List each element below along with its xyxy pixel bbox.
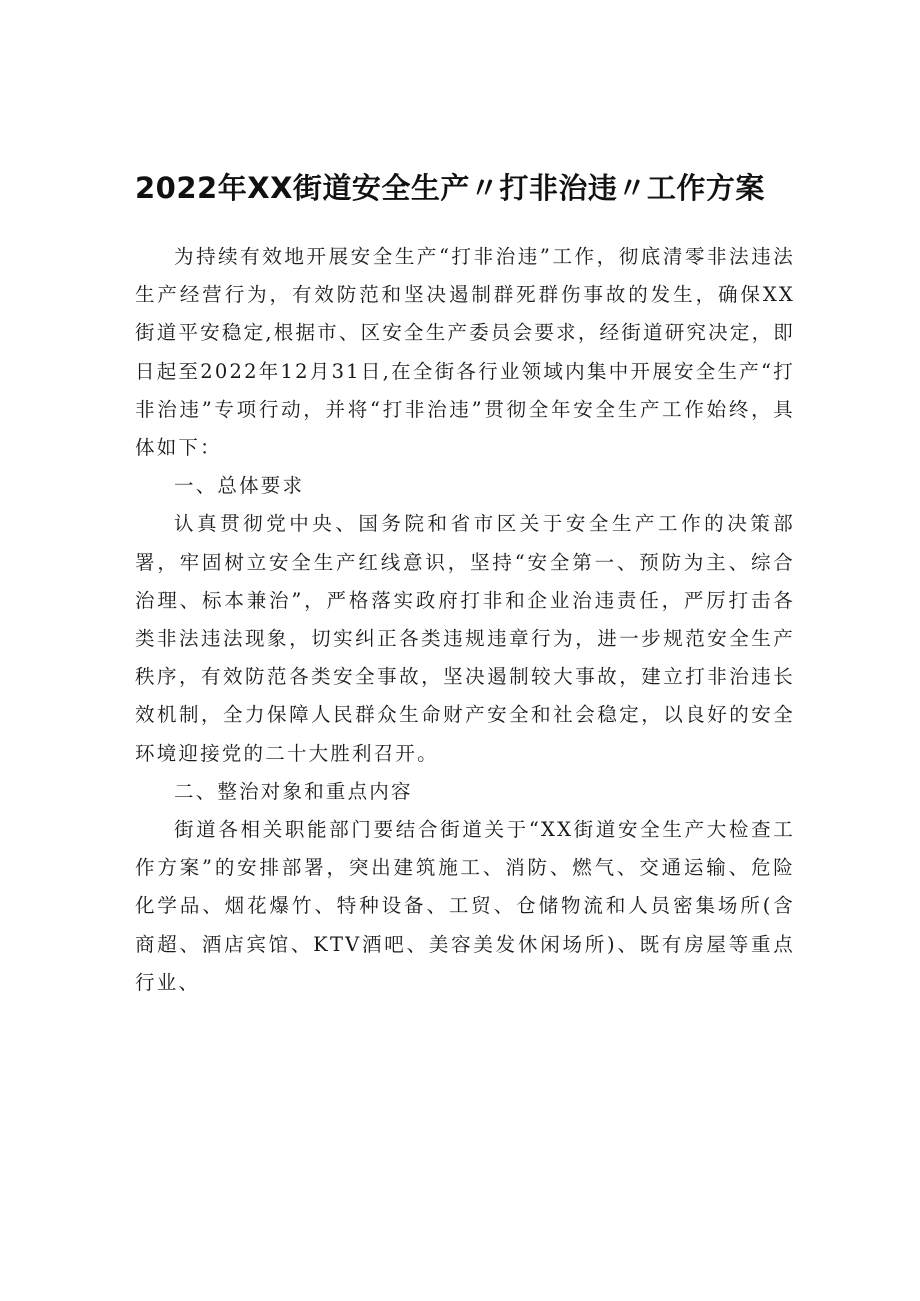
section-heading-targets-and-key-content: 二、整治对象和重点内容 — [174, 779, 413, 803]
overall-requirements-paragraph: 认真贯彻党中央、国务院和省市区关于安全生产工作的决策部署，牢固树立安全生产红线意识，坚持“安全第一、预防为主、综合治理、标本兼治”，严格落实政府打非和企业治违责任，严厉打击各类非法违法现象，切实纠正各类违规违章行为，进一步规范安全生产秩序，有效防范各类安全事故，坚决遏制较大事故，建立打非治违长效机制，全力保障人民群众生命财产安全和社会稳定，以良好的安全环境迎接党的二十大胜利召开。 — [135, 512, 795, 765]
intro-paragraph: 为持续有效地开展安全生产“打非治违”工作，彻底清零非法违法生产经营行为，有效防范和坚决遏制群死群伤事故的发生，确保XX街道平安稳定,根据市、区安全生产委员会要求，经街道研究决定，即日起至2022年12月31日,在全街各行业领域内集中开展安全生产“打非治违”专项行动，并将“打非治违”贯彻全年安全生产工作始终，具体如下： — [135, 245, 795, 460]
document-body — [135, 238, 795, 1002]
targets-and-key-content-paragraph: 街道各相关职能部门要结合街道关于“XX街道安全生产大检查工作方案”的安排部署，突出建筑施工、消防、燃气、交通运输、危险化学品、烟花爆竹、特种设备、工贸、仓储物流和人员密集场所(含商超、酒店宾馆、KTV酒吧、美容美发休闲场所)、既有房屋等重点行业、 — [135, 818, 795, 994]
section-heading-overall-requirements: 一、总体要求 — [174, 474, 305, 498]
document-title: 2022年XX街道安全生产〃打非治违〃工作方案 — [135, 171, 765, 205]
